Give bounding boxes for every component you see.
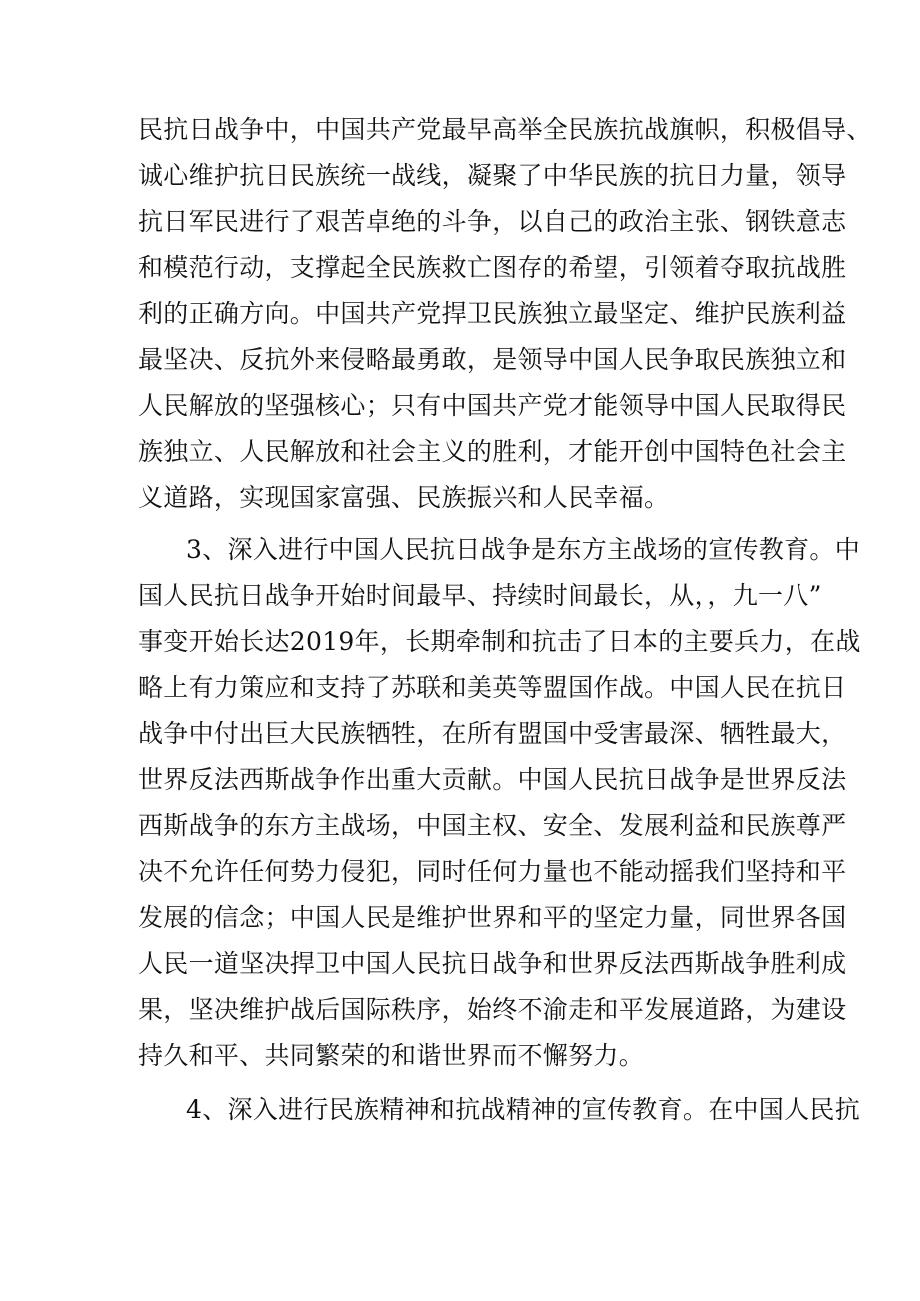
text-line: 西斯战争的东方主战场，中国主权、安全、发展利益和民族尊严 <box>138 811 847 840</box>
text-line: 最坚决、反抗外来侵略最勇敢，是领导中国人民争取民族独立和 <box>138 345 847 374</box>
text-line: 人民解放的坚强核心；只有中国共产党才能领导中国人民取得民 <box>138 391 847 420</box>
text-line: 持久和平、共同繁荣的和谐世界而不懈努力。 <box>138 1041 645 1070</box>
text-line: 民抗日战争中，中国共产党最早高举全民族抗战旗帜，积极倡导、 <box>138 115 872 144</box>
text-line: 果，坚决维护战后国际秩序，始终不渝走和平发展道路，为建设 <box>138 995 847 1024</box>
text-line: 族独立、人民解放和社会主义的胜利，才能开创中国特色社会主 <box>138 437 847 466</box>
text-line: 抗日军民进行了艰苦卓绝的斗争，以自己的政治主张、钢铁意志 <box>138 207 847 236</box>
text-line: 利的正确方向。中国共产党捍卫民族独立最坚定、维护民族利益 <box>138 299 847 328</box>
text-line: 决不允许任何势力侵犯，同时任何力量也不能动摇我们坚持和平 <box>138 857 847 886</box>
text-line: 事变开始长达2019年，长期牵制和抗击了日本的主要兵力，在战 <box>138 627 861 656</box>
paragraph-3-first-line: 3、深入进行中国人民抗日战争是东方主战场的宣传教育。中 <box>186 535 861 564</box>
text-line: 人民一道坚决捍卫中国人民抗日战争和世界反法西斯战争胜利成 <box>138 949 847 978</box>
text-line: 战争中付出巨大民族牺牲，在所有盟国中受害最深、牺牲最大， <box>138 719 847 748</box>
text-line: 世界反法西斯战争作出重大贡献。中国人民抗日战争是世界反法 <box>138 765 847 794</box>
paragraph-4-first-line: 4、深入进行民族精神和抗战精神的宣传教育。在中国人民抗 <box>186 1095 861 1124</box>
text-line: 诚心维护抗日民族统一战线，凝聚了中华民族的抗日力量，领导 <box>138 161 847 190</box>
text-line: 发展的信念；中国人民是维护世界和平的坚定力量，同世界各国 <box>138 903 847 932</box>
text-line: 和模范行动，支撑起全民族救亡图存的希望，引领着夺取抗战胜 <box>138 253 847 282</box>
text-line: 义道路，实现国家富强、民族振兴和人民幸福。 <box>138 483 670 512</box>
text-line: 国人民抗日战争开始时间最早、持续时间最长，从，，九一八” <box>138 581 822 610</box>
text-line: 略上有力策应和支持了苏联和美英等盟国作战。中国人民在抗日 <box>138 673 847 702</box>
